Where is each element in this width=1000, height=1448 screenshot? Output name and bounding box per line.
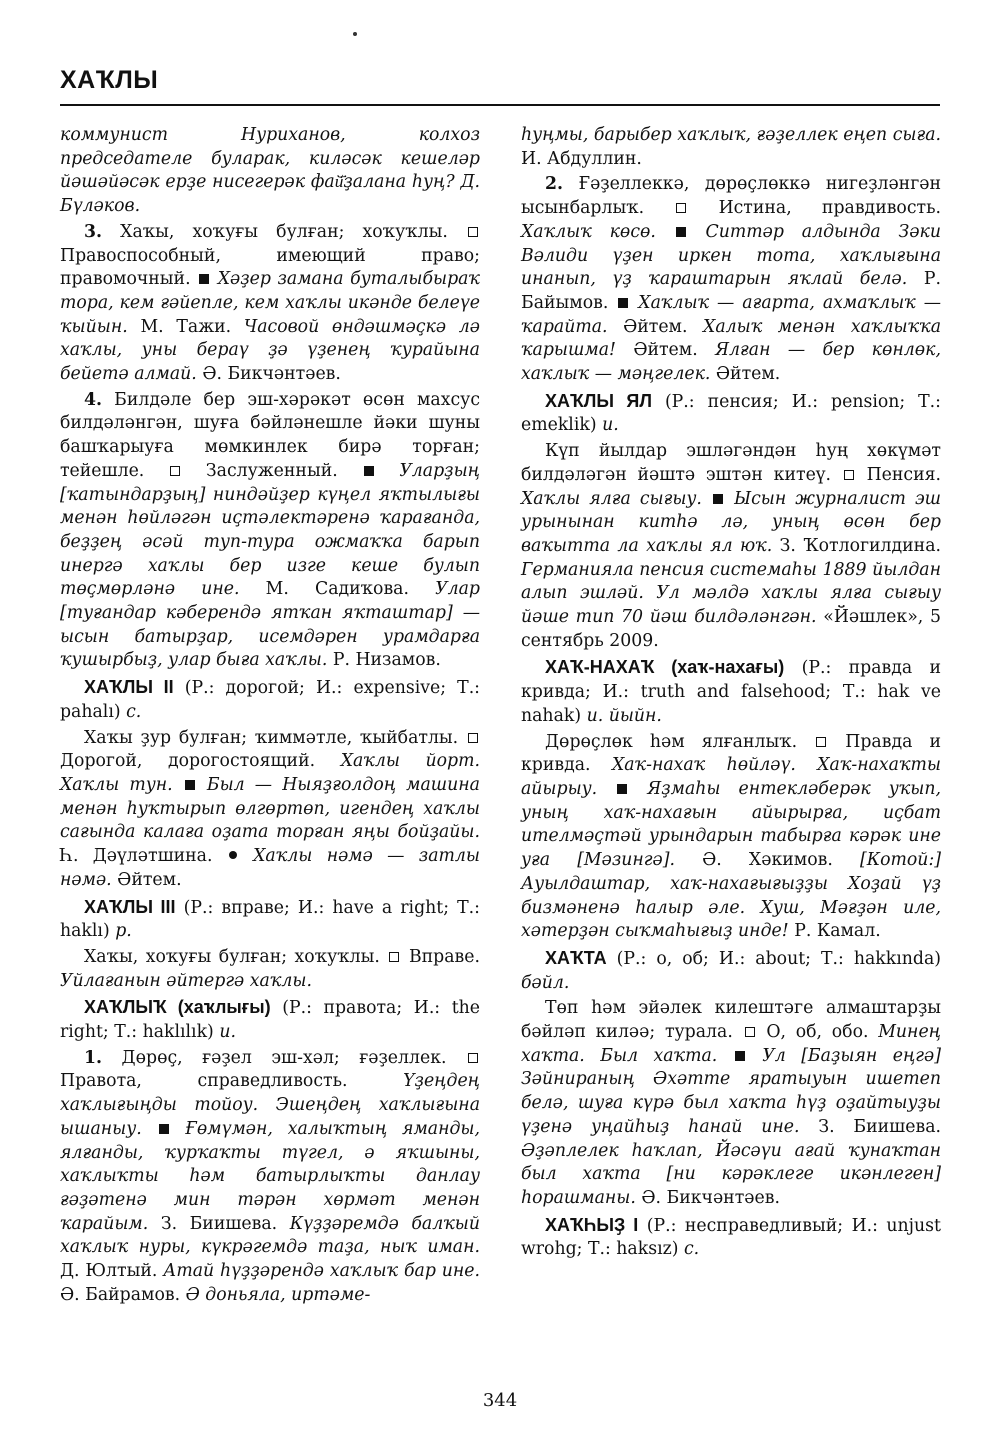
example-marker-icon	[185, 780, 195, 790]
example-marker-icon	[159, 1124, 169, 1134]
translation-marker-icon	[468, 227, 478, 237]
sense-number: 2.	[545, 174, 564, 195]
example-text: Ә доньяла, иртәме-	[185, 1284, 371, 1305]
russian-translation: Дорогой, дорогостоящий.	[60, 751, 316, 772]
print-speck	[353, 32, 357, 36]
headword: ХАҠЛЫ II	[84, 677, 174, 698]
header-rule	[60, 104, 940, 106]
part-of-speech: и.	[219, 1022, 236, 1043]
russian-translation: Истина, правдивость.	[718, 198, 941, 219]
example-text: Ситтәр алдында Зәки Вәлиди үҙен иркен тота, хаҡлығына инанып, үҙ ҡараштарын яҡлай белә.	[521, 221, 941, 290]
russian-translation: Правда и кривда.	[521, 731, 942, 776]
source: М. Садиҡова.	[265, 579, 409, 600]
entry-haqlyq	[60, 996, 480, 1044]
translation-marker-icon	[676, 203, 686, 213]
definition: Хаҡы, хоҡуғы булған; хоҡуҡлы.	[120, 221, 448, 242]
example-text: Хаҡлы нәмә — затлы нәмә.	[60, 846, 480, 890]
part-of-speech: р.	[115, 921, 132, 942]
source: Ә. Хәкимов.	[702, 850, 833, 871]
source: «Йәшлек», 5 сентябрь 2009.	[521, 607, 941, 651]
source: Ә. Байрамов.	[60, 1284, 181, 1305]
source: Әйтем.	[117, 869, 182, 890]
example-text: Яҙмаһы ентекләберәк уҡып, уның хаҡ-нахағын айырырға, иҫбат ителмәҫтәй урындарын табырға кәрәк ине уға [Мәзингә].	[521, 778, 941, 871]
example-text: коммунист Нуриханов, колхоз председателе буларак, киләсәк кешеләр йәшәйәсәк ерҙе нисегерәк фай҃ҙалана һуң? Д. Бүләков.	[60, 125, 480, 217]
headword: ХАҠЛЫ ЯЛ	[545, 390, 652, 411]
example-text: Хаҡ-нахаҡ һөйләү. Хаҡ-нахаҡты айырыу.	[521, 755, 941, 799]
grammar-info: (Р.: правота; И.: the right; Т.: haklılık)	[60, 998, 480, 1043]
translation-marker-icon	[468, 1053, 478, 1063]
russian-translation: Заслуженный.	[205, 460, 338, 481]
example-marker-icon	[617, 784, 627, 794]
entry-haqly-iii	[60, 896, 480, 944]
entry-body	[521, 440, 941, 653]
page-number: 344	[482, 1390, 518, 1411]
entry-haq-nahaq	[521, 656, 941, 728]
example-text: Әҙәплелек һаҡлап, Йәсәүи ағай ҡунаҡтан был хаҡта [ни кәрәклеге икәнлеген] һорашманы.	[521, 1140, 941, 1208]
example-text: Халыҡ менән хаҡлыҡҡа ҡарышма!	[521, 316, 941, 361]
headword: ХАҠЛЫ III	[84, 896, 176, 917]
source: Р. Камал.	[794, 921, 881, 942]
translation-marker-icon	[844, 470, 854, 480]
source: Ә. Бикчәнтәев.	[202, 364, 341, 385]
entry-body	[521, 997, 941, 1210]
definition: Ғәҙеллеккә, дөрөҫлөккә нигеҙләнгән ысынбарлыҡ.	[521, 174, 941, 219]
paragraph	[60, 124, 480, 219]
definition: Төп һәм эйәлек килештәге алмаштарҙы бәйләп киләә; турала.	[521, 998, 941, 1043]
definition: Хаҡы, хоҡуғы булған; хоҡуҡлы.	[84, 946, 380, 967]
sense-number: 3.	[84, 221, 103, 242]
headword: ХАҠТА	[545, 947, 607, 968]
grammar-info: (Р.: пенсия; И.: pension; Т.: emeklik)	[521, 391, 941, 436]
example-text: Уйлағанын әйтергә хаҡлы.	[60, 970, 312, 991]
definition: Дөрөҫ, ғәҙел эш-хәл; ғәҙеллек.	[121, 1047, 447, 1068]
entry-body	[60, 946, 480, 993]
example-text: [Котой:] Ауылдаштар, хаҡ-нахағығыҙҙы Хоҙай үҙ бизмәненә һалыр әле. Хуш, Мәғҙән иле, хәтерҙән сыҡмаһығыҙ инде!	[521, 850, 942, 942]
russian-translation: Правоспособный, имеющий право; правомочный.	[60, 245, 480, 290]
grammar-info: (Р.: правда и кривда; И.: truth and falsehood; Т.: hak ve nahak)	[521, 658, 942, 726]
translation-marker-icon	[745, 1027, 755, 1037]
sense-2	[521, 173, 941, 386]
russian-translation: Пенсия.	[866, 464, 942, 485]
example-text: Хаҡлыҡ — ағарта, ахмаҡлыҡ — ҡарайта.	[521, 292, 941, 337]
grammar-info: (Р.: дорогой; И.: expensive; Т.: pahalı)	[60, 678, 481, 722]
sense-3	[60, 221, 480, 387]
entry-body	[60, 727, 480, 893]
paragraph	[521, 124, 941, 171]
source: М. Тажи.	[140, 316, 232, 337]
translation-marker-icon	[170, 466, 180, 476]
example-text: Минең хаҡта. Был хаҡта.	[521, 1022, 941, 1066]
headword: ХАҠҺЫҘ I	[545, 1214, 639, 1235]
example-text: Атай һүҙҙәрендә хаҡлыҡ бар ине.	[163, 1261, 480, 1282]
source: Әйтем.	[715, 364, 781, 385]
headword: ХАҠЛЫҠ (хаҡлығы)	[84, 997, 271, 1018]
translation-marker-icon	[468, 733, 478, 743]
definition: Хаҡы ҙур булған; ҡиммәтле, ҡыйбатлы.	[84, 727, 459, 748]
proverb-marker-icon	[229, 851, 237, 859]
sense-number: 1.	[84, 1047, 103, 1068]
sense-number: 4.	[84, 389, 103, 410]
definition: Билдәле бер эш-хәрәкәт өсөн махсус билдәләнгән, шуға бәйләнешле йәки шуны башҡарыуға мөмкинлек бирә торған; тейешле.	[60, 389, 480, 481]
russian-translation: Вправе.	[408, 946, 480, 967]
grammar-info: (Р.: вправе; И.: have a right; Т.: haklı)	[60, 897, 480, 942]
example-text: Хаҡлы йорт. Хаҡлы тун.	[60, 751, 480, 795]
source: Әйтем.	[623, 316, 688, 337]
example-text: Хаҡлы ялға сығыу.	[521, 488, 702, 509]
sense-4	[60, 389, 480, 673]
page-title: ХАҠЛЫ	[60, 66, 159, 94]
part-of-speech: с.	[683, 1239, 700, 1260]
example-text: Хәҙер замана буталыбыраҡ тора, кем ғәйепле, кем хаҡлы икәнде белеүе ҡыйын.	[60, 269, 480, 337]
headword: ХАҠ-НАХАҠ (хаҡ-нахағы)	[545, 657, 785, 678]
example-text: Уларҙың [ҡатындарҙың] ниндәйҙер күңел яҡтылығы менән һөйләгән иҫтәлектәренә ҡарағанда, беҙҙең әсәй туп-тура ожмаҡҡа барып инергә хаҡлы бер изге кеше булып төҫмөрләнә ине.	[60, 460, 480, 600]
example-text: Ғөмүмән, халыҡтың яманды, ялғанды, ҡурҡаҡты түгел, ә яҡшыны, хаҡлыҡты һәм батырлыҡты данлау ғәҙәтенә мин тәрән хөрмәт менән ҡарайым.	[60, 1118, 480, 1234]
example-text: Хаҡлыҡ көсө.	[521, 221, 656, 242]
left-column	[60, 124, 480, 1309]
example-text: Күҙҙәремдә балҡый хаҡлыҡ нуры, күкрәгемдә таҙа, ныҡ иман.	[60, 1213, 480, 1258]
example-text: Германияла пенсия системаһы 1889 йылдан алып эшләй. Ул мәлдә хаҡлы ялға сығыу йәше тип 70 йәш билдәләнгән.	[521, 559, 941, 628]
example-text: Ул [Баҙыян еңгә] Зәйнираның Әхәтте яратыуын ишетеп белә, шуға күрә был хаҡта һүҙ оҙайтыуҙы үҙенә уңайһыҙ һанай ине.	[521, 1045, 941, 1137]
example-marker-icon	[618, 298, 628, 308]
example-text: Ялған — бер көнлөк, хаҡлыҡ — мәңгелек.	[521, 340, 941, 385]
entry-haqta	[521, 947, 941, 995]
example-marker-icon	[713, 494, 723, 504]
part-of-speech: и.	[602, 415, 619, 436]
example-marker-icon	[735, 1051, 745, 1061]
source: Һ. Дәүләтшина.	[60, 846, 213, 867]
entry-haqly-ii	[60, 676, 480, 724]
example-text: Улар [туғандар кәберендә ятҡан яҡташтар] — ысын батырҙар, исемдәрен урамдарға ҡушырбыҙ, улар быға хаҡлы.	[60, 579, 480, 671]
example-text: Үҙеңдең хаҡлығыңды тойоу. Эшеңдең хаҡлығына ышаныу.	[60, 1071, 480, 1139]
part-of-speech: бәйл.	[521, 972, 570, 993]
source: Әйтем.	[633, 340, 698, 361]
grammar-info: (Р.: о, об; И.: about; Т.: hakkında)	[616, 948, 941, 969]
grammar-info: (Р.: несправедливый; И.: unjust wrohg; Т.: haksız)	[521, 1215, 941, 1260]
example-text: Часовой өндәшмәҫкә лә хаҡлы, уны бераү ҙә үҙенең ҡурайына бейетә алмай.	[60, 316, 481, 385]
russian-translation: О, об, обо.	[766, 1022, 869, 1043]
sense-1	[60, 1047, 480, 1308]
part-of-speech: и. йыйн.	[586, 705, 662, 726]
part-of-speech: с.	[126, 701, 142, 722]
source: З. Ҡотлогилдина.	[779, 535, 941, 556]
source: Р. Байымов.	[521, 269, 941, 313]
example-marker-icon	[199, 274, 209, 284]
source: Ә. Бикчәнтәев.	[641, 1187, 780, 1208]
source: З. Биишева.	[160, 1213, 278, 1234]
example-marker-icon	[676, 227, 686, 237]
definition: Дөрөҫлөк һәм ялғанлыҡ.	[545, 731, 798, 752]
example-marker-icon	[364, 466, 374, 476]
source: И. Абдуллин.	[521, 148, 642, 169]
source: Р. Низамов.	[332, 650, 441, 671]
definition: Күп йылдар эшләгәндән һуң хөкүмәт билдәләгән йәштә эштән китеү.	[521, 441, 941, 485]
example-text: Был — Ныяҙғолдоң машина менән һуҡтырып өлгөртөп, игендең хаҡлы сағында калаға оҙата торған яңы бойҙайы.	[60, 774, 480, 843]
source: Д. Юлтый.	[60, 1261, 158, 1282]
source: З. Биишева.	[818, 1116, 941, 1137]
right-column	[521, 124, 941, 1264]
entry-haqly-yal	[521, 390, 941, 438]
entry-haqhyz-i	[521, 1214, 941, 1262]
running-head	[60, 66, 940, 95]
example-text: һуңмы, барыбер хаҡлыҡ, ғәҙеллек еңеп сыға.	[521, 125, 941, 145]
entry-body	[521, 731, 941, 944]
translation-marker-icon	[389, 952, 399, 962]
translation-marker-icon	[816, 737, 826, 747]
russian-translation: Правота, справедливость.	[60, 1071, 348, 1092]
example-text: Ысын журналист эш урынынан китһә лә, уның өсөн бер ваҡытта ла хаҡлы ял юҡ.	[521, 488, 941, 556]
